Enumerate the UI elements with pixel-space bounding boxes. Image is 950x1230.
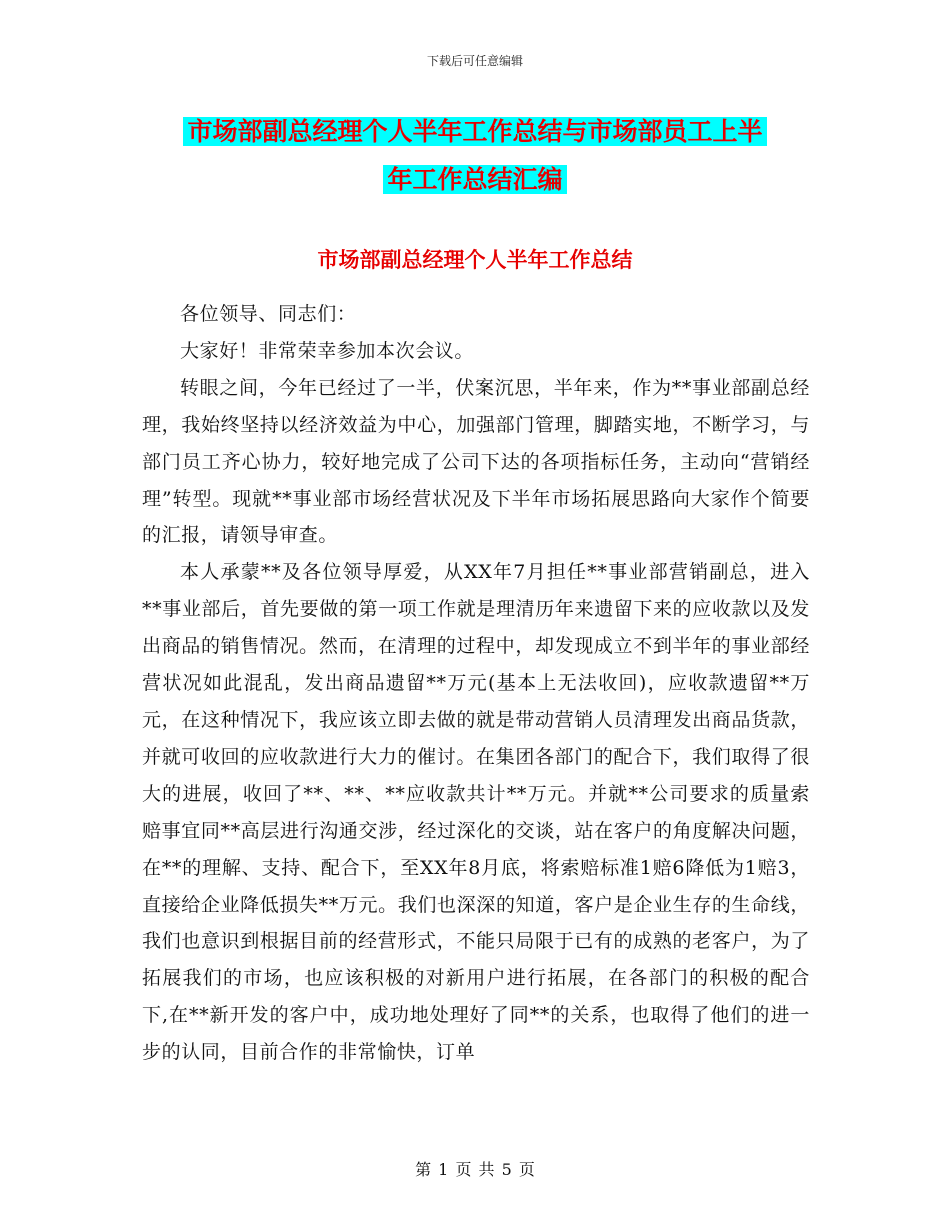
document-body [142,296,810,1071]
header-note: 下载后可任意编辑 [426,54,523,68]
paragraph-work-detail: 本人承蒙**及各位领导厚爱，从XX年7月担任**事业部营销副总，进入**事业部后，首先要做的第一项工作就是理清历年来遗留下来的应收款以及发出商品的销售情况。然而，在清理的过程中，却发现成立不到半年的事业部经营状况如此混乱，发出商品遗留**万元(基本上无法收回)，应收款遗留**万元，在这种情况下，我应该立即去做的就是带动营销人员清理发出商品货款，并就可收回的应收款进行大力的催讨。在集团各部门的配合下，我们取得了很大的进展，收回了**、**、**应收款共计**万元。并就**公司要求的质量索赔事宜同**高层进行沟通交涉，经过深化的交谈，站在客户的角度解决问题，在**的理解、支持、配合下，至XX年8月底，将索赔标准1赔6降低为1赔3，直接给企业降低损失**万元。我们也深深的知道，客户是企业生存的生命线，我们也意识到根据目前的经营形式，不能只局限于已有的成熟的老客户，为了拓展我们的市场，也应该积极的对新用户进行拓展，在各部门的积极的配合下,在**新开发的客户中，成功地处理好了同**的关系，也取得了他们的进一步的认同，目前合作的非常愉快，订单 [142,561,810,1064]
paragraph-overview: 转眼之间，今年已经过了一半，伏案沉思，半年来，作为**事业部副总经理，我始终坚持以经济效益为中心，加强部门管理，脚踏实地，不断学习，与部门员工齐心协力，较好地完成了公司下达的各项指标任务，主动向“营销经理”转型。现就**事业部市场经营状况及下半年市场拓展思路向大家作个简要的汇报，请领导审查。 [142,376,810,547]
document-title-line-1: 市场部副总经理个人半年工作总结与市场部员工上半 [183,117,766,146]
page-footer: 第 1 页 共 5 页 [415,1160,535,1179]
document-title [120,108,830,204]
paragraph-salutation: 各位领导、同志们： [180,303,357,325]
document-title-line-2: 年工作总结汇编 [383,165,566,194]
paragraph-greeting: 大家好！非常荣幸参加本次会议。 [180,339,475,362]
section-title: 市场部副总经理个人半年工作总结 [317,248,633,272]
